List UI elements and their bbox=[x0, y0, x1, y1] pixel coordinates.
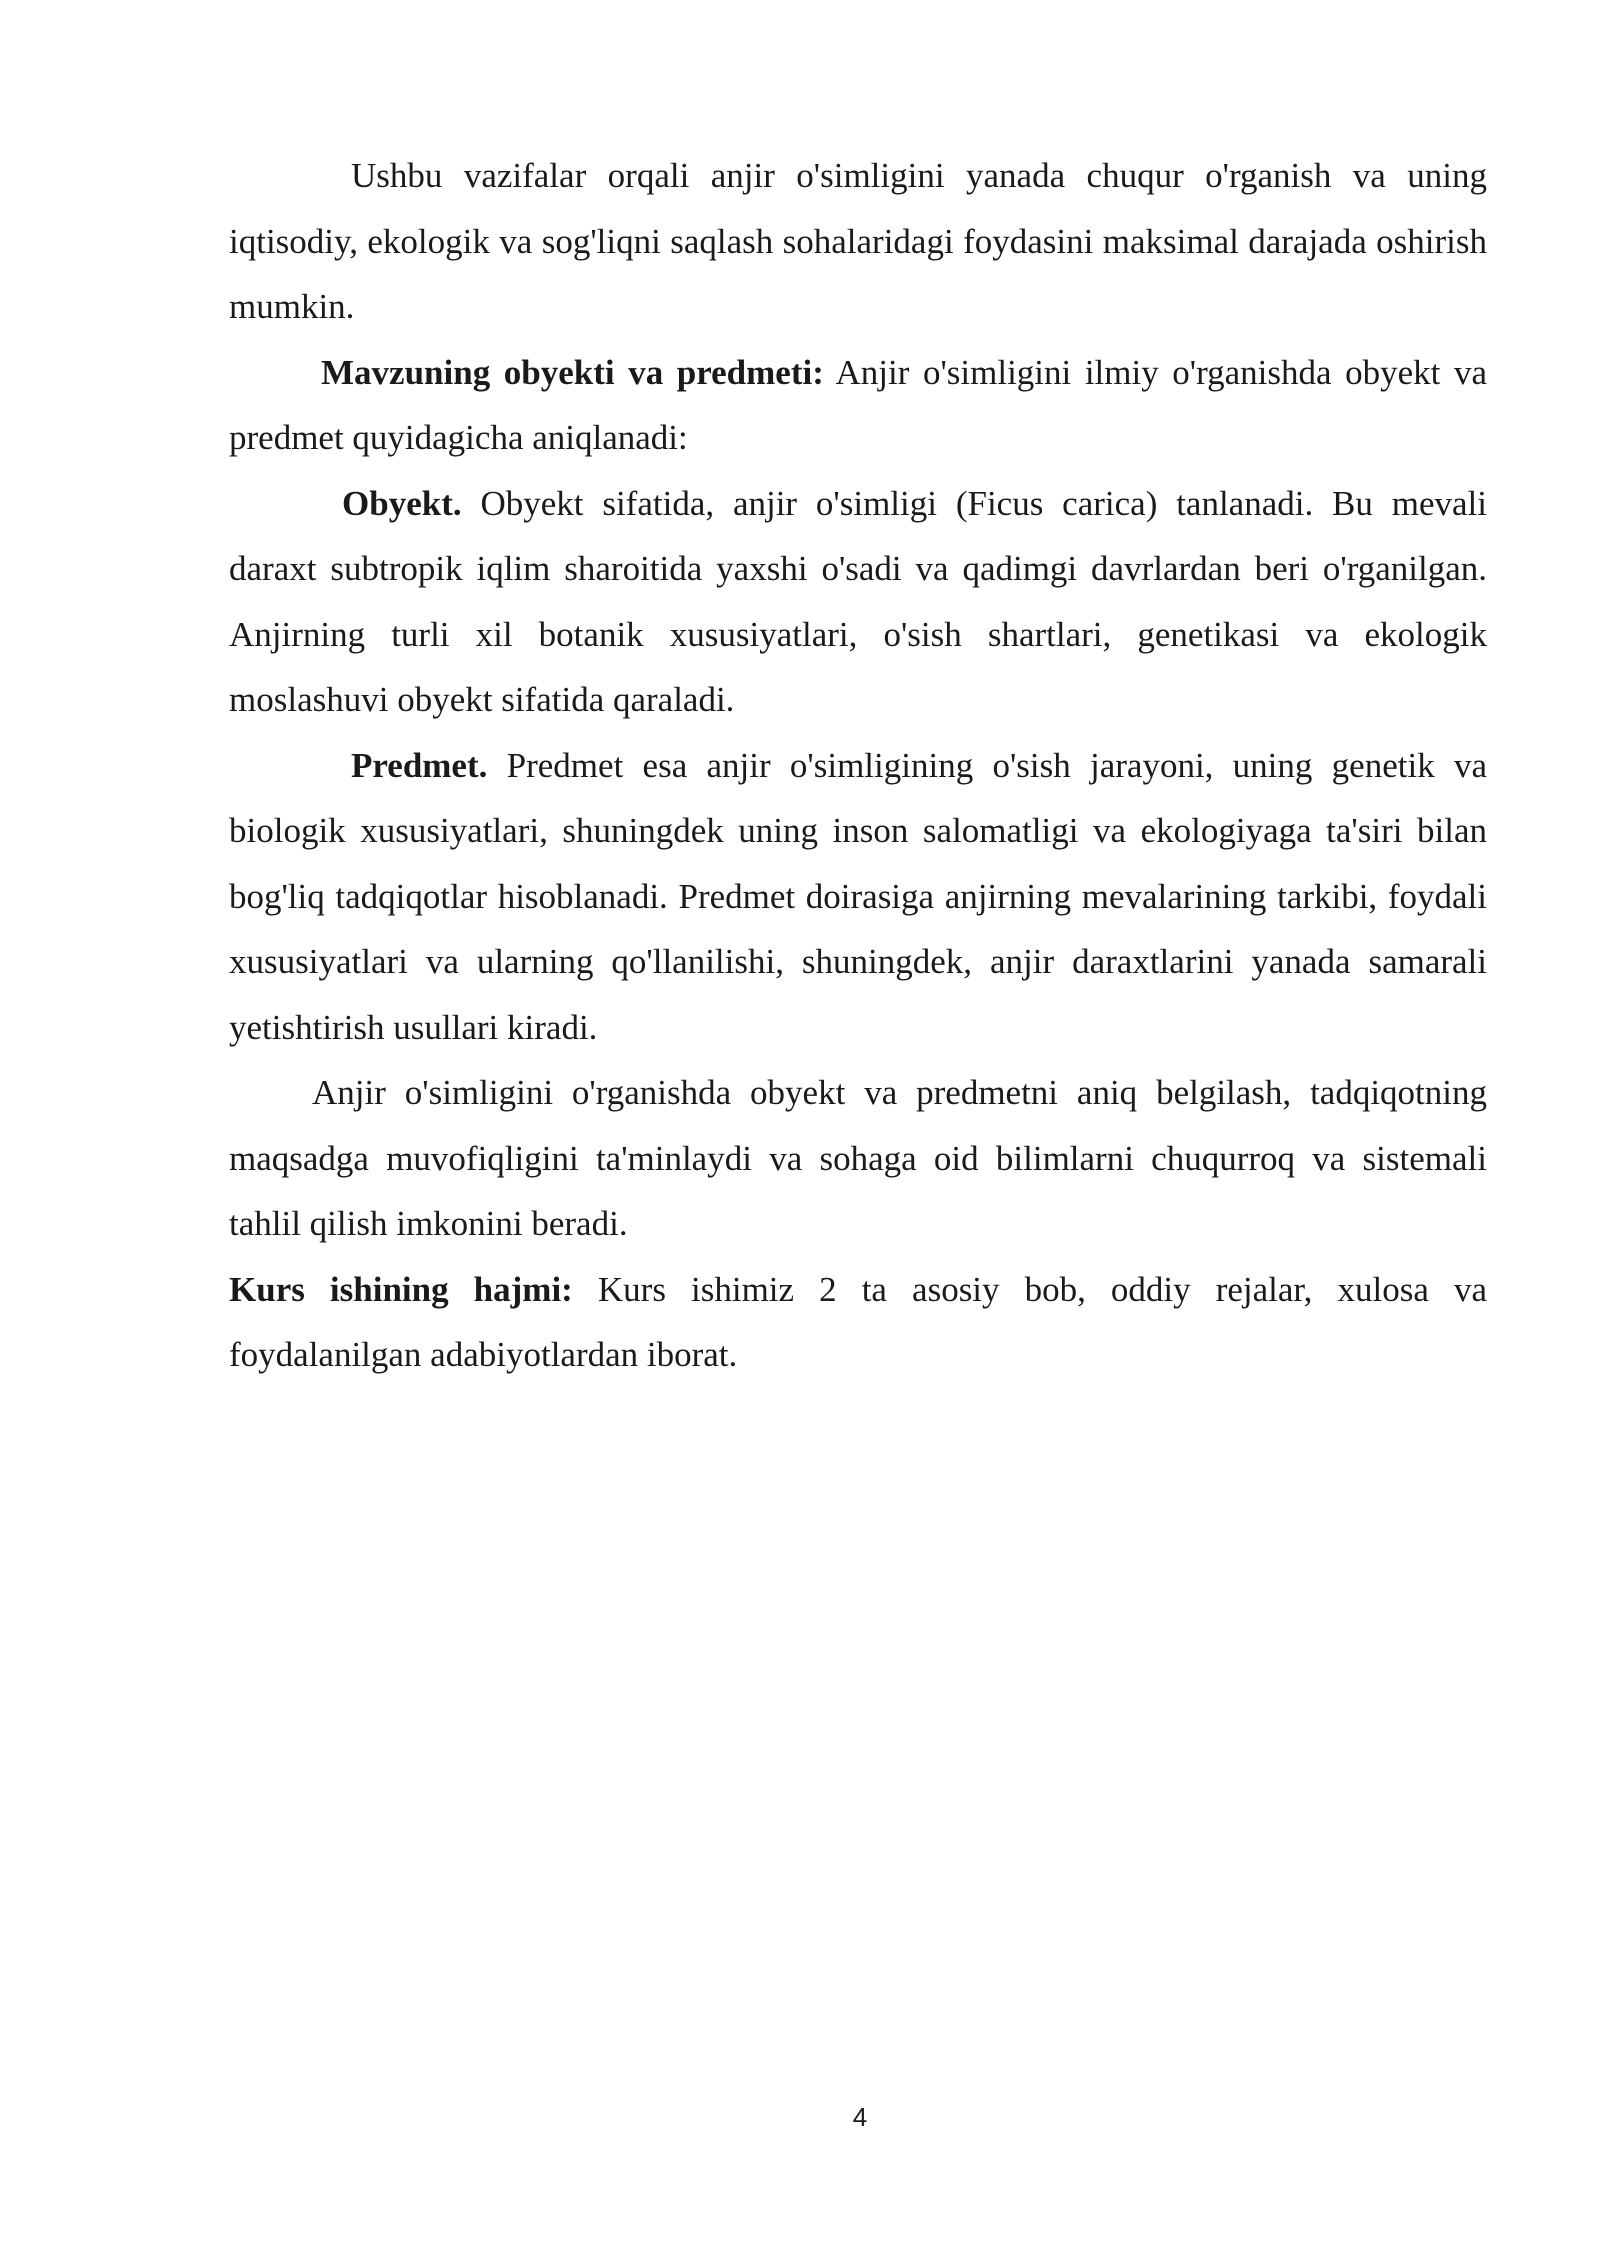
section-heading-object-and-subject: Mavzuning obyekti va predmeti: bbox=[321, 352, 824, 392]
paragraph-text: Ushbu vazifalar orqali anjir o'simligini yanada chuqur o'rganish va uning iqtisodiy, ekologik va sog'liqni saqlash sohalaridagi foydasini maksimal darajada oshirish mumkin. bbox=[229, 156, 1487, 326]
paragraph-text: Predmet esa anjir o'simligining o'sish jarayoni, uning genetik va biologik xususiyatlari, shuningdek uning inson salomatligi va ekologiyaga ta'siri bilan bog'liq tadqiqotlar hisoblanadi. Predmet doirasiga anjirning mevalarining tarkibi, foydali xususiyatlari va ularning qo'llanilishi, shuningdek, anjir daraxtlarini yanada samarali yetishtirish usullari kiradi. bbox=[229, 745, 1487, 1047]
paragraph-text: Anjir o'simligini ilmiy o'rganishda obyekt va predmet quyidagicha aniqlanadi: bbox=[229, 352, 1487, 457]
section-heading-object: Obyekt. bbox=[342, 483, 462, 523]
paragraph-text: Anjir o'simligini o'rganishda obyekt va predmetni aniq belgilash, tadqiqotning maqsadga muvofiqligini ta'minlaydi va sohaga oid bilimlarni chuqurroq va sistemali tahlil qilish imkonini beradi. bbox=[229, 1073, 1487, 1243]
paragraph-subject bbox=[229, 733, 1487, 1061]
paragraph-importance bbox=[229, 1060, 1487, 1257]
section-heading-subject: Predmet. bbox=[351, 745, 488, 785]
paragraph-tasks-summary bbox=[229, 143, 1487, 340]
paragraph-object bbox=[229, 471, 1487, 733]
page-body bbox=[229, 143, 1487, 1388]
paragraph-text: Obyekt sifatida, anjir o'simligi (Ficus carica) tanlanadi. Bu mevali daraxt subtropik iqlim sharoitida yaxshi o'sadi va qadimgi davrlardan beri o'rganilgan. Anjirning turli xil botanik xususiyatlari, o'sish shartlari, genetikasi va ekologik moslashuvi obyekt sifatida qaraladi. bbox=[229, 483, 1487, 719]
paragraph-text: Kurs ishimiz 2 ta asosiy bob, oddiy rejalar, xulosa va foydalanilgan adabiyotlardan iborat. bbox=[229, 1269, 1487, 1374]
section-heading-course-work-volume: Kurs ishining hajmi: bbox=[229, 1269, 573, 1309]
paragraph-course-work-volume bbox=[229, 1257, 1487, 1388]
page-number: 4 bbox=[852, 2102, 868, 2132]
paragraph-object-and-subject bbox=[229, 340, 1487, 471]
